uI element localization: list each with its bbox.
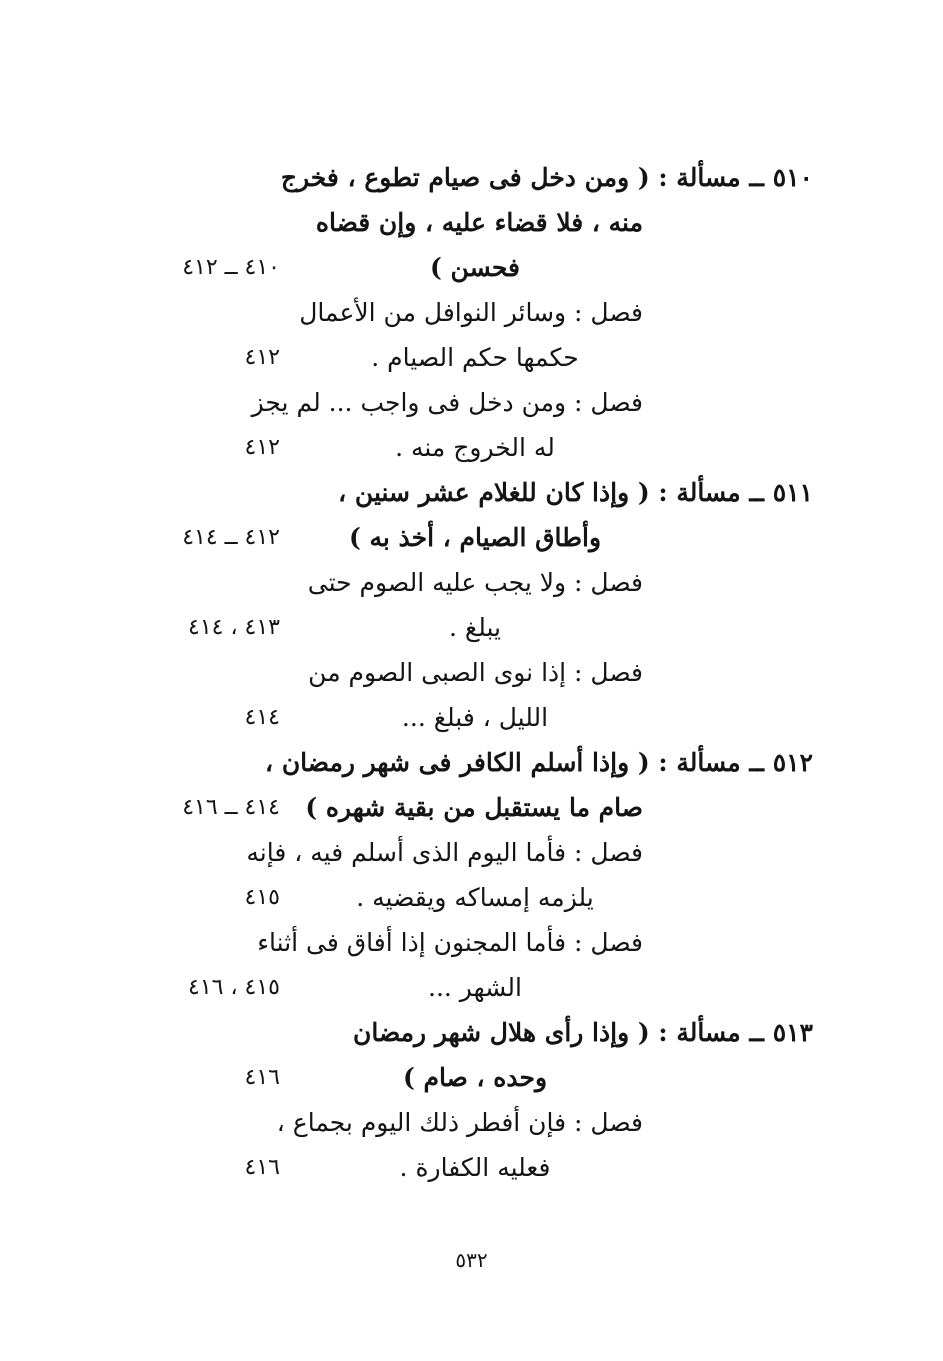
masala-513-line-2: وحده ، صام ) xyxy=(402,1063,548,1092)
page-ref: ٤١٦ xyxy=(244,1155,280,1180)
fasl-line: فصل : فأما المجنون إذا أفاق فى أثناء xyxy=(257,928,643,957)
page-ref: ٤١٥ ، ٤١٦ xyxy=(188,975,280,1000)
fasl-line: فصل : إذا نوى الصبى الصوم من xyxy=(308,658,643,687)
fasl-line-cont: له الخروج منه . xyxy=(395,433,555,462)
page-ref: ٤١٥ xyxy=(244,885,280,910)
page-ref: ٤١٢ xyxy=(244,345,280,370)
masala-510-line-2: منه ، فلا قضاء عليه ، وإن قضاه xyxy=(315,208,643,237)
fasl-line-cont: الليل ، فبلغ ... xyxy=(401,703,549,732)
masala-510-line-1: ٥١٠ ــ مسألة : ( ومن دخل فى صيام تطوع ، فخرج xyxy=(280,163,813,192)
fasl-line-cont: فعليه الكفارة . xyxy=(399,1153,551,1182)
fasl-line: فصل : فأما اليوم الذى أسلم فيه ، فإنه xyxy=(246,838,643,867)
masala-510-line-3: فحسن ) xyxy=(430,253,520,282)
fasl-line-cont: يبلغ . xyxy=(449,613,501,642)
fasl-line-cont: يلزمه إمساكه ويقضيه . xyxy=(356,883,594,912)
masala-512-line-2: صام ما يستقبل من بقية شهره ) xyxy=(305,793,643,822)
fasl-line-cont: حكمها حكم الصيام . xyxy=(371,343,579,372)
page-ref: ٤١٢ xyxy=(244,435,280,460)
masala-512-line-1: ٥١٢ ــ مسألة : ( وإذا أسلم الكافر فى شهر رمضان ، xyxy=(265,748,813,777)
page-ref-511: ٤١٢ ــ ٤١٤ xyxy=(182,525,280,550)
page-ref-513: ٤١٦ xyxy=(244,1065,280,1090)
page-ref: ٤١٣ ، ٤١٤ xyxy=(188,615,280,640)
page-number: ٥٣٢ xyxy=(455,1248,488,1272)
page-ref-510: ٤١٠ ــ ٤١٢ xyxy=(182,255,280,280)
fasl-line-cont: الشهر ... xyxy=(428,973,522,1002)
masala-511-line-2: وأطاق الصيام ، أخذ به ) xyxy=(348,523,602,552)
fasl-line: فصل : وسائر النوافل من الأعمال xyxy=(299,298,643,327)
fasl-line: فصل : فإن أفطر ذلك اليوم بجماع ، xyxy=(276,1108,643,1137)
masala-513-line-1: ٥١٣ ــ مسألة : ( وإذا رأى هلال شهر رمضان xyxy=(353,1018,813,1047)
fasl-line: فصل : ومن دخل فى واجب ... لم يجز xyxy=(251,388,643,417)
page-ref-512: ٤١٤ ــ ٤١٦ xyxy=(182,795,280,820)
page-ref: ٤١٤ xyxy=(244,705,280,730)
fasl-line: فصل : ولا يجب عليه الصوم حتى xyxy=(307,568,643,597)
masala-511-line-1: ٥١١ ــ مسألة : ( وإذا كان للغلام عشر سنين ، xyxy=(338,478,813,507)
